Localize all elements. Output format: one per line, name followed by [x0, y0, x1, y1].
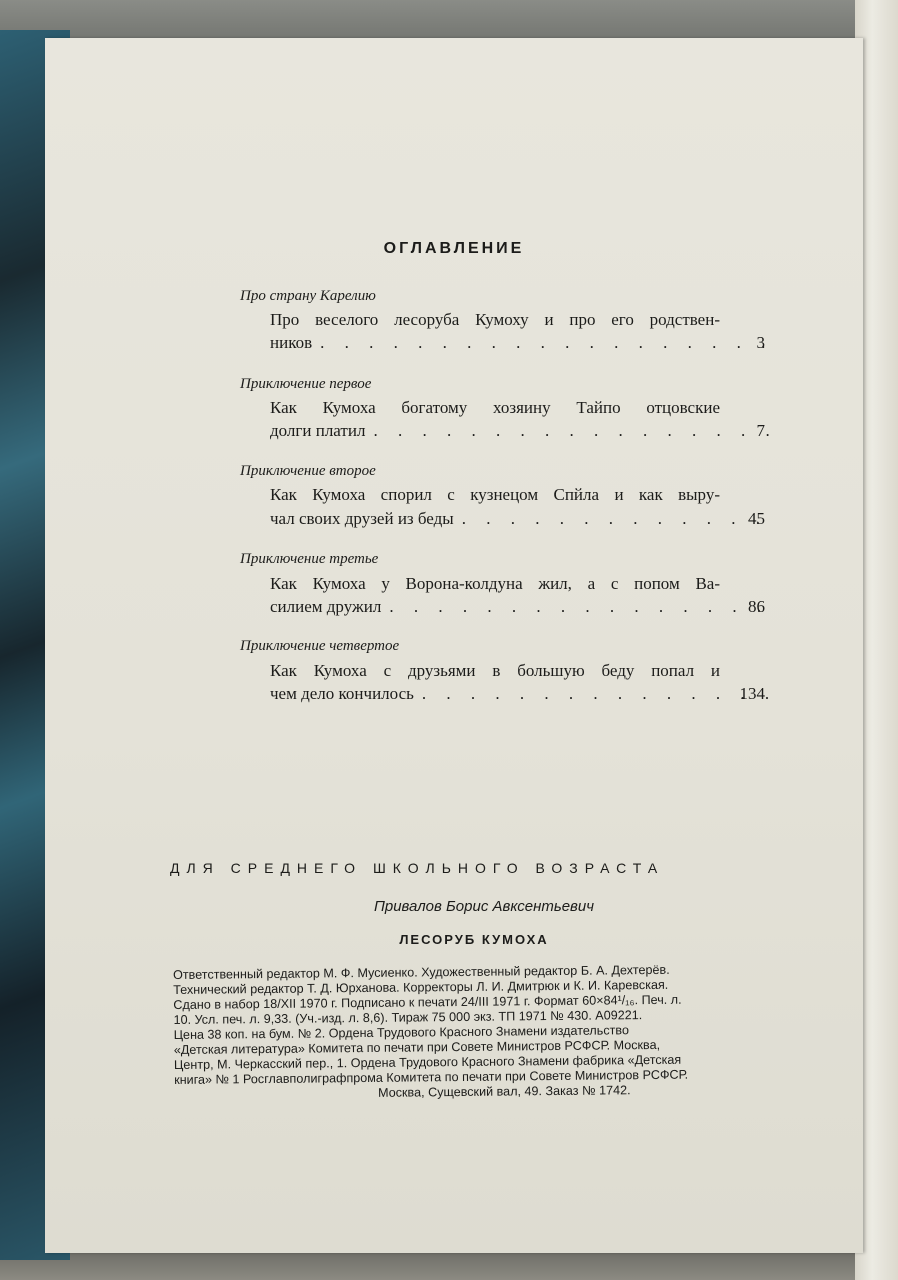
imprint-line: книга» № 1 Росглавполиграфпрома Комитета по печати при Совете Министров РСФСР. [174, 1067, 689, 1087]
toc-entry-last-line [270, 332, 780, 354]
toc-entry-last-line [270, 683, 780, 705]
imprint-line: Сдано в набор 18/XII 1970 г. Подписано к печати 24/III 1971 г. Формат 60×84¹/₁₆. Печ. л. [173, 992, 682, 1012]
imprint-line: Москва, Сущевский вал, 49. Заказ № 1742. [377, 1083, 631, 1100]
toc-section-heading: Приключение первое [240, 376, 372, 392]
toc-section-heading: Про страну Карелию [240, 288, 376, 304]
toc-entry-text: долги платил [270, 421, 366, 440]
book-title: ЛЕСОРУБ КУМОХА [399, 932, 549, 947]
toc-entry-line: Как Кумоха у Ворона-колдуна жил, а с попом Ва- [270, 574, 720, 593]
toc-entry-line: Как Кумоха спорил с кузнецом Спйла и как выру- [270, 485, 720, 504]
toc-page-number: 45 [748, 509, 765, 528]
toc-page-number: 134 [739, 684, 765, 703]
table-surface-bottom [0, 1250, 898, 1280]
imprint-line: Цена 38 коп. на бум. № 2. Ордена Трудового Красного Знамени издательство [173, 1023, 629, 1042]
toc-heading: ОГЛАВЛЕНИЕ [383, 240, 525, 257]
imprint-line: Ответственный редактор М. Ф. Мусиенко. Художественный редактор Б. А. Дехтерёв. [173, 962, 670, 982]
toc-page-number: 7 [756, 421, 765, 440]
toc-entry-last-line [270, 508, 780, 530]
toc-entry-text: чем дело кончилось [270, 684, 414, 703]
toc-entry-last-line [270, 420, 780, 442]
imprint-line: 10. Усл. печ. л. 9,33. (Уч.-изд. л. 8,6). Тираж 75 000 экз. ТП 1971 № 430. А09221. [173, 1008, 643, 1027]
toc-entry-text: ников [270, 333, 313, 352]
toc-section-heading: Приключение третье [240, 551, 379, 567]
toc-section-heading: Приключение четвертое [240, 638, 400, 654]
toc-entry-last-line [270, 596, 780, 618]
imprint-line: Центр, М. Черкасский пер., 1. Ордена Трудового Красного Знамени фабрика «Детская [173, 1052, 682, 1072]
toc-entry-text: силием дружил [270, 597, 382, 616]
toc-page-number: 3 [756, 333, 765, 352]
toc-entry-line: Как Кумоха с друзьями в большую беду попал и [270, 661, 720, 680]
toc-page-number: 86 [748, 597, 765, 616]
imprint-line: Технический редактор Т. Д. Юрханова. Корректоры Л. И. Дмитрюк и К. И. Каревская. [173, 977, 669, 997]
audience-label: ДЛЯ СРЕДНЕГО ШКОЛЬНОГО ВОЗРАСТА [170, 860, 665, 876]
author-name: Привалов Борис Авксентьевич [374, 898, 594, 915]
toc-entry-text: чал своих друзей из беды [270, 509, 454, 528]
toc-section-heading: Приключение второе [240, 463, 376, 479]
imprint-block [173, 961, 834, 1103]
toc-entry-line: Как Кумоха богатому хозяину Тайпо отцовские [270, 398, 720, 417]
imprint-line: «Детская литература» Комитета по печати при Совете Министров РСФСР. Москва, [173, 1037, 661, 1057]
toc-entry-line: Про веселого лесоруба Кумоху и про его родствен- [270, 310, 720, 329]
book-page [45, 38, 863, 1253]
